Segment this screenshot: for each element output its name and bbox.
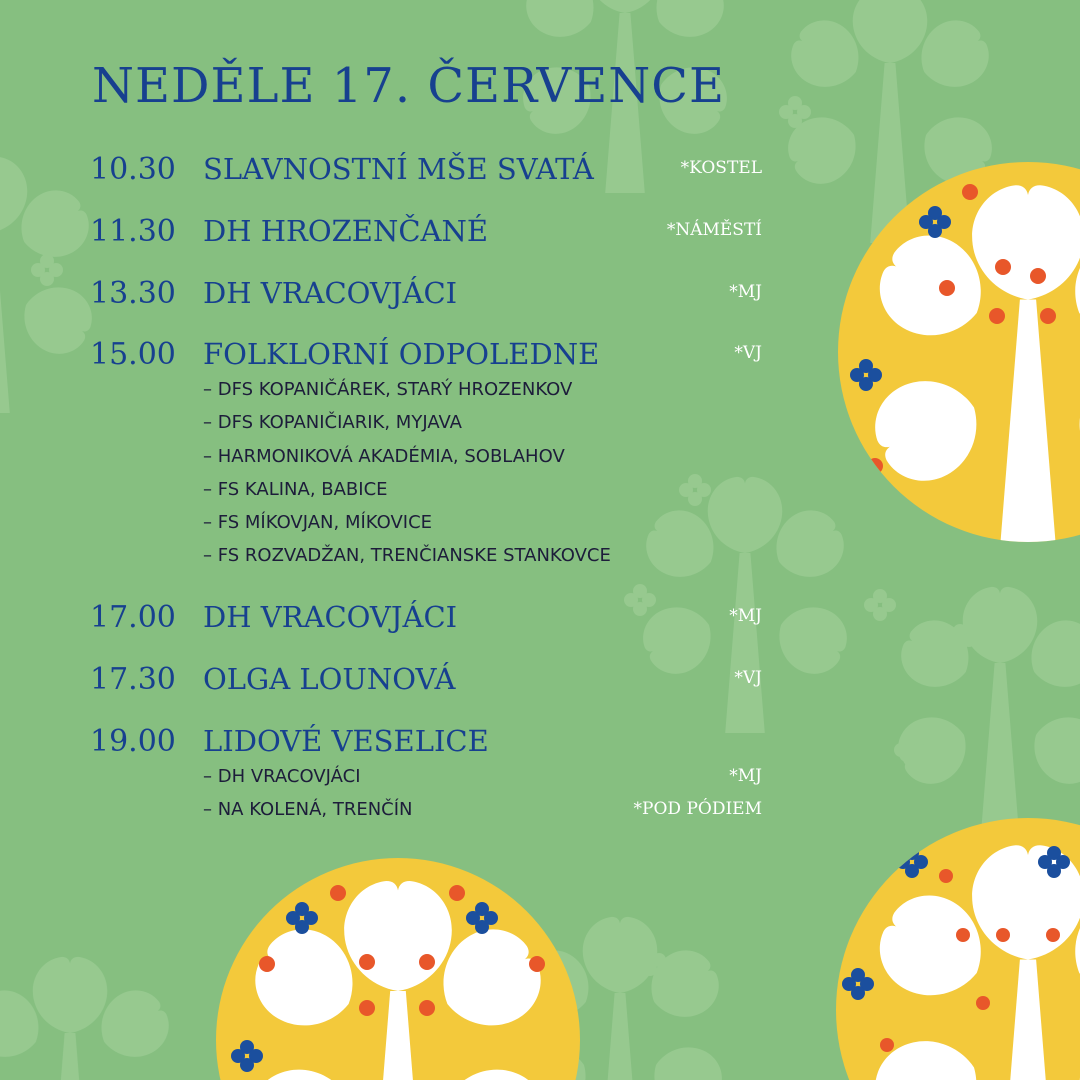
event-name: LIDOVÉ VESELICE xyxy=(203,724,489,758)
performer-place: *POD PÓDIEM xyxy=(633,799,762,819)
event-name: SLAVNOSTNÍ MŠE SVATÁ xyxy=(203,152,594,186)
performer-name: – NA KOLENÁ, TRENČÍN xyxy=(203,799,413,820)
performer-name: – FS MÍKOVJAN, MÍKOVICE xyxy=(203,512,433,533)
event-name: DH VRACOVJÁCI xyxy=(203,276,458,310)
performer-name: – DFS KOPANIČÁREK, STARÝ HROZENKOV xyxy=(203,379,573,400)
program-row xyxy=(0,276,1080,316)
program-row xyxy=(0,337,1080,377)
event-place: *KOSTEL xyxy=(680,158,762,178)
program-row xyxy=(0,214,1080,254)
event-place: *MJ xyxy=(729,282,762,302)
event-time: 13.30 xyxy=(90,276,176,311)
performer-item xyxy=(0,479,1080,507)
event-place: *NÁMĚSTÍ xyxy=(666,220,762,240)
event-time: 15.00 xyxy=(90,337,176,372)
performer-item xyxy=(0,512,1080,540)
performer-name: – HARMONIKOVÁ AKADÉMIA, SOBLAHOV xyxy=(203,446,565,467)
performer-item xyxy=(0,379,1080,407)
folk-medallion-bottom-left xyxy=(216,858,580,1080)
event-time: 19.00 xyxy=(90,724,176,759)
page-title: NEDĚLE 17. ČERVENCE xyxy=(92,58,725,114)
event-place: *MJ xyxy=(729,606,762,626)
program-row xyxy=(0,152,1080,192)
performer-item xyxy=(0,545,1080,573)
event-name: DH HROZENČANÉ xyxy=(203,214,489,248)
event-place: *VJ xyxy=(734,343,762,363)
folk-medallion-bottom-right xyxy=(836,818,1080,1080)
event-place: *VJ xyxy=(734,668,762,688)
performer-item xyxy=(0,412,1080,440)
performer-item xyxy=(0,446,1080,474)
event-time: 17.30 xyxy=(90,662,176,697)
event-time: 17.00 xyxy=(90,600,176,635)
performer-name: – FS ROZVADŽAN, TRENČIANSKE STANKOVCE xyxy=(203,545,611,566)
performer-place: *MJ xyxy=(729,766,762,786)
performer-name: – DH VRACOVJÁCI xyxy=(203,766,361,787)
program-row xyxy=(0,724,1080,764)
performer-name: – FS KALINA, BABICE xyxy=(203,479,388,500)
performer-item xyxy=(0,799,1080,827)
program-row xyxy=(0,662,1080,702)
program-row xyxy=(0,600,1080,640)
event-name: OLGA LOUNOVÁ xyxy=(203,662,456,696)
performer-item xyxy=(0,766,1080,794)
event-name: DH VRACOVJÁCI xyxy=(203,600,458,634)
event-name: FOLKLORNÍ ODPOLEDNE xyxy=(203,337,600,371)
performer-name: – DFS KOPANIČIARIK, MYJAVA xyxy=(203,412,462,433)
event-time: 11.30 xyxy=(90,214,176,249)
event-time: 10.30 xyxy=(90,152,176,187)
